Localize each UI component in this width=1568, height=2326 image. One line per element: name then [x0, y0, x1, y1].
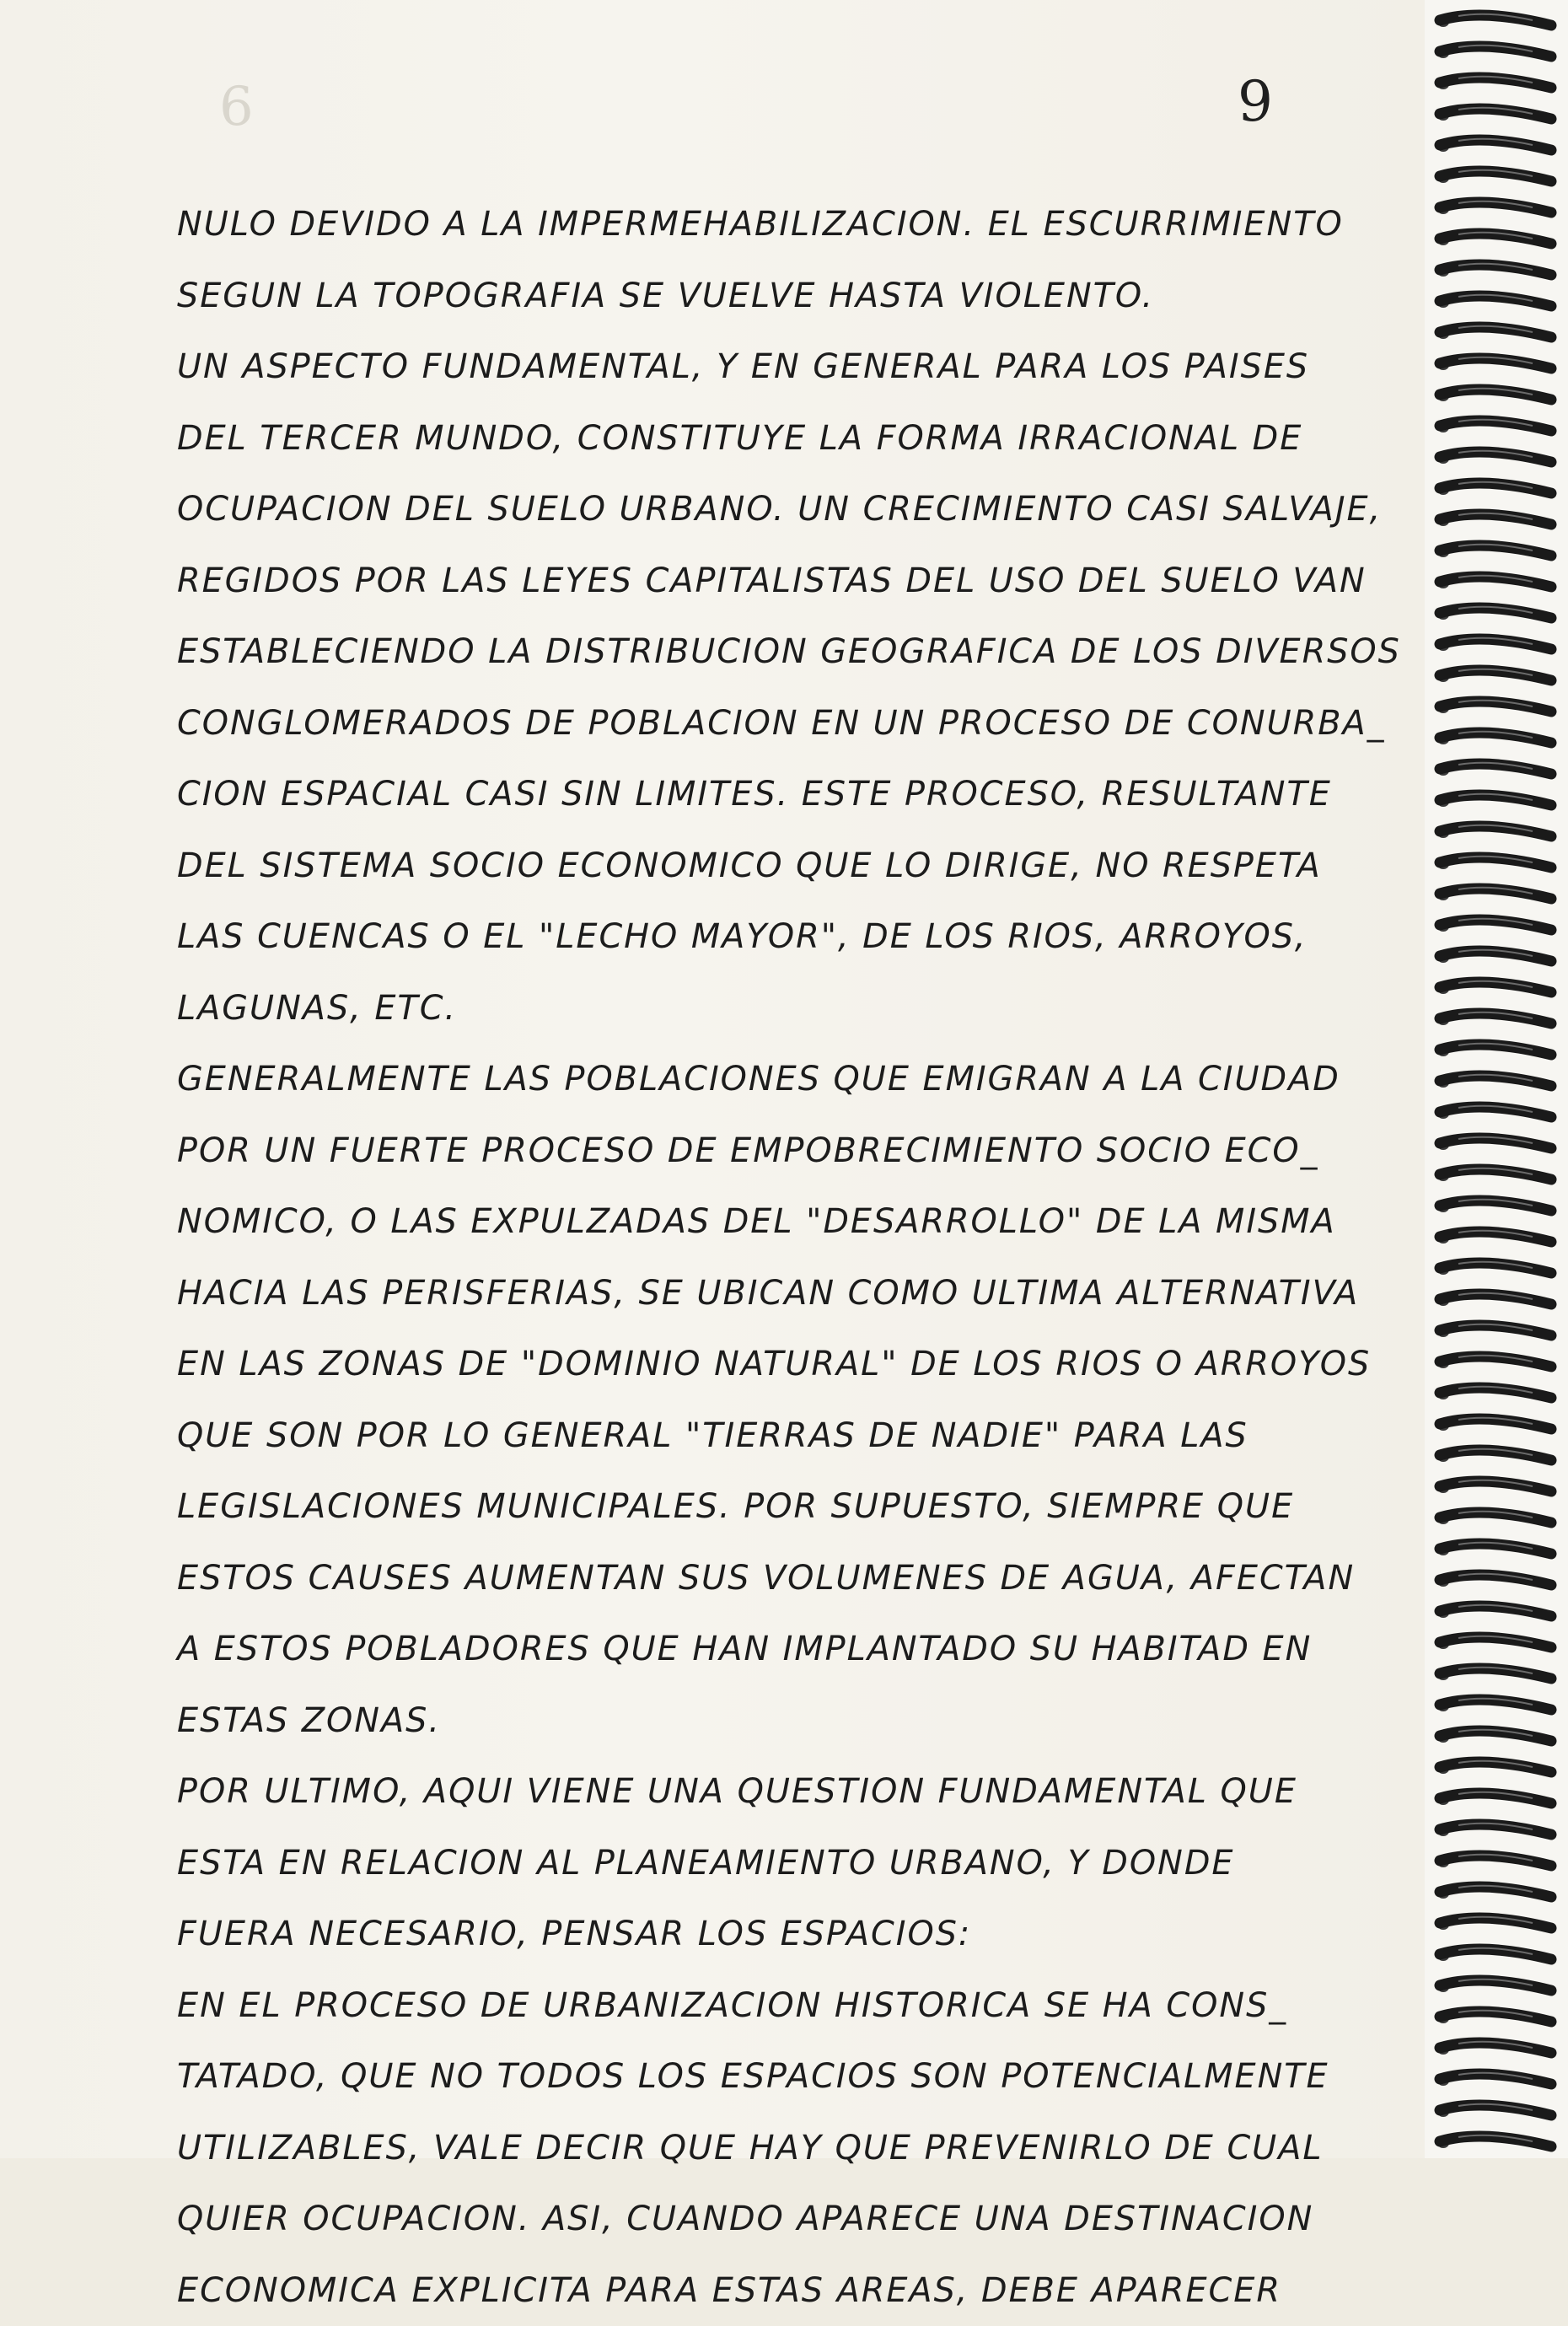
spiral-coil [1437, 1574, 1551, 1587]
spiral-coil [1437, 950, 1551, 963]
text-line: QUIER OCUPACION. ASI, CUANDO APARECE UNA DESTINACION [177, 2184, 1441, 2255]
spiral-coil [1437, 1387, 1551, 1399]
spiral-coil [1437, 1075, 1551, 1088]
spiral-coil [1437, 357, 1551, 370]
spiral-coil [1437, 669, 1551, 682]
spiral-coil [1437, 482, 1551, 495]
spiral-coil [1437, 919, 1551, 932]
spiral-coil [1437, 108, 1551, 121]
bleed-through-mark: 6 [219, 76, 254, 138]
spiral-coil [1437, 1948, 1551, 1961]
spiral-coil [1437, 545, 1551, 557]
text-line: ESTOS CAUSES AUMENTAN SUS VOLUMENES DE AGUA, AFECTAN [177, 1543, 1441, 1614]
spiral-coil [1437, 888, 1551, 900]
text-line: CION ESPACIAL CASI SIN LIMITES. ESTE PROCESO, RESULTANTE [177, 759, 1441, 830]
spiral-coil [1437, 1137, 1551, 1150]
spiral-coil [1437, 2104, 1551, 2117]
spiral-coil [1437, 46, 1551, 58]
text-line: A ESTOS POBLADORES QUE HAN IMPLANTADO SU HABITAD EN [177, 1614, 1441, 1685]
spiral-coil [1437, 607, 1551, 620]
spiral-coil [1437, 1449, 1551, 1462]
text-line: HACIA LAS PERISFERIAS, SE UBICAN COMO ULTIMA ALTERNATIVA [177, 1258, 1441, 1330]
spiral-coil [1437, 233, 1551, 245]
spiral-coil [1437, 2042, 1551, 2055]
text-line: UTILIZABLES, VALE DECIR QUE HAY QUE PREVENIRLO DE CUAL [177, 2113, 1441, 2184]
spiral-coil [1437, 701, 1551, 713]
spiral-coil [1437, 513, 1551, 526]
spiral-coil [1437, 1106, 1551, 1119]
text-line: GENERALMENTE LAS POBLACIONES QUE EMIGRAN A LA CIUDAD [177, 1044, 1441, 1115]
spiral-coil [1437, 1636, 1551, 1649]
spiral-coil [1437, 1324, 1551, 1337]
spiral-coil [1437, 1886, 1551, 1899]
text-line: LAS CUENCAS O EL "LECHO MAYOR", DE LOS RIOS, ARROYOS, [177, 901, 1441, 973]
spiral-coil [1437, 1168, 1551, 1181]
spiral-coil [1437, 857, 1551, 869]
spiral-coil [1437, 14, 1551, 27]
page-number: 9 [1238, 69, 1273, 134]
spiral-coil [1437, 2073, 1551, 2086]
text-line: EN LAS ZONAS DE "DOMINIO NATURAL" DE LOS RIOS O ARROYOS [177, 1329, 1441, 1400]
spiral-coil [1437, 1044, 1551, 1056]
spiral-coil [1437, 1231, 1551, 1244]
spiral-coil [1437, 451, 1551, 464]
spiral-coil [1437, 170, 1551, 183]
text-line: SEGUN LA TOPOGRAFIA SE VUELVE HASTA VIOLENTO. [177, 261, 1441, 332]
spiral-coil [1437, 576, 1551, 588]
spiral-coil [1437, 2011, 1551, 2023]
text-line: NOMICO, O LAS EXPULZADAS DEL "DESARROLLO" DE LA MISMA [177, 1186, 1441, 1258]
spiral-coil [1437, 1480, 1551, 1493]
spiral-coil [1437, 1855, 1551, 1867]
text-line: NULO DEVIDO A LA IMPERMEHABILIZACION. EL ESCURRIMIENTO [177, 189, 1441, 261]
spiral-coil [1437, 1761, 1551, 1774]
text-line: CONGLOMERADOS DE POBLACION EN UN PROCESO DE CONURBA_ [177, 688, 1441, 760]
spiral-coil [1437, 981, 1551, 994]
text-line: LEGISLACIONES MUNICIPALES. POR SUPUESTO, SIEMPRE QUE [177, 1471, 1441, 1543]
text-line: EN EL PROCESO DE URBANIZACION HISTORICA SE HA CONS_ [177, 1970, 1441, 2042]
spiral-coil [1437, 295, 1551, 308]
text-line: ESTA EN RELACION AL PLANEAMIENTO URBANO, Y DONDE [177, 1828, 1441, 1899]
text-line: REGIDOS POR LAS LEYES CAPITALISTAS DEL USO DEL SUELO VAN [177, 545, 1441, 617]
spiral-coil [1437, 1512, 1551, 1524]
spiral-coil [1437, 326, 1551, 339]
text-line: DEL SISTEMA SOCIO ECONOMICO QUE LO DIRIGE, NO RESPETA [177, 830, 1441, 902]
spiral-coil [1437, 420, 1551, 432]
spiral-binding [1425, 0, 1568, 2158]
text-line: POR UN FUERTE PROCESO DE EMPOBRECIMIENTO SOCIO ECO_ [177, 1115, 1441, 1187]
text-line: LAGUNAS, ETC. [177, 973, 1441, 1045]
spiral-coil [1437, 264, 1551, 277]
spiral-coil [1437, 1792, 1551, 1805]
spiral-coil [1437, 1293, 1551, 1306]
spiral-coil [1437, 201, 1551, 214]
spiral-coil [1437, 732, 1551, 744]
text-line: ECONOMICA EXPLICITA PARA ESTAS AREAS, DEBE APARECER [177, 2255, 1441, 2326]
spiral-coil [1437, 1418, 1551, 1431]
spiral-coil [1437, 763, 1551, 776]
text-line: FUERA NECESARIO, PENSAR LOS ESPACIOS: [177, 1899, 1441, 1970]
spiral-coil [1437, 1730, 1551, 1743]
text-line: QUE SON POR LO GENERAL "TIERRAS DE NADIE" PARA LAS [177, 1400, 1441, 1472]
text-line: ESTAS ZONAS. [177, 1685, 1441, 1757]
text-line: UN ASPECTO FUNDAMENTAL, Y EN GENERAL PARA LOS PAISES [177, 331, 1441, 403]
spiral-coil [1437, 1013, 1551, 1025]
spiral-coil [1437, 1356, 1551, 1368]
text-line: TATADO, QUE NO TODOS LOS ESPACIOS SON POTENCIALMENTE [177, 2041, 1441, 2113]
spiral-coil [1437, 389, 1551, 401]
spiral-coil [1437, 1980, 1551, 1992]
spiral-coil [1437, 1699, 1551, 1711]
spiral-coil [1437, 1262, 1551, 1275]
text-line: ESTABLECIENDO LA DISTRIBUCION GEOGRAFICA DE LOS DIVERSOS [177, 616, 1441, 688]
spiral-coil [1437, 2135, 1551, 2148]
spiral-coil [1437, 1200, 1551, 1212]
spiral-coil [1437, 638, 1551, 651]
spiral-coil [1437, 794, 1551, 807]
spiral-coil [1437, 1917, 1551, 1930]
text-line: POR ULTIMO, AQUI VIENE UNA QUESTION FUNDAMENTAL QUE [177, 1756, 1441, 1828]
text-line: DEL TERCER MUNDO, CONSTITUYE LA FORMA IRRACIONAL DE [177, 403, 1441, 475]
handwritten-text [177, 189, 1450, 2326]
text-line: OCUPACION DEL SUELO URBANO. UN CRECIMIENTO CASI SALVAJE, [177, 474, 1441, 545]
spiral-coil [1437, 77, 1551, 89]
spiral-coil [1437, 139, 1551, 152]
spiral-coil [1437, 825, 1551, 838]
spiral-coil [1437, 1824, 1551, 1836]
spiral-coil [1437, 1668, 1551, 1680]
spiral-coil [1437, 1605, 1551, 1618]
spiral-coil [1437, 1543, 1551, 1555]
